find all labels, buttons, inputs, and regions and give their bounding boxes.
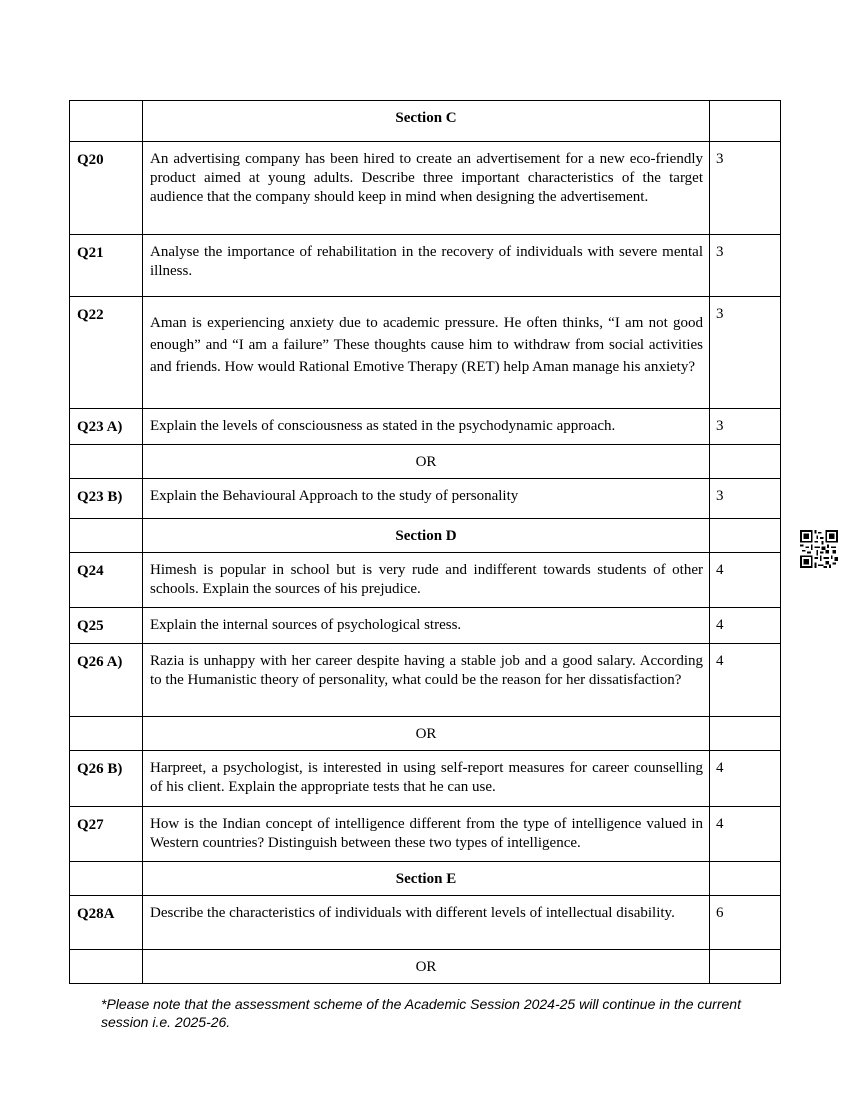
question-number-cell [70, 445, 143, 479]
question-row-q20 [70, 142, 781, 235]
question-number-cell [70, 101, 143, 142]
question-number: Q28A [70, 896, 143, 950]
question-number: Q20 [70, 142, 143, 235]
question-text: Explain the Behavioural Approach to the study of personality [143, 479, 710, 519]
section-row-d [70, 519, 781, 553]
section-title: Section E [143, 862, 710, 896]
question-marks: 3 [710, 479, 781, 519]
question-marks: 4 [710, 553, 781, 608]
question-text: Explain the levels of consciousness as stated in the psychodynamic approach. [143, 409, 710, 445]
question-marks: 4 [710, 608, 781, 644]
marks-cell [710, 950, 781, 984]
question-number: Q23 B) [70, 479, 143, 519]
question-marks: 3 [710, 409, 781, 445]
question-marks: 3 [710, 142, 781, 235]
question-text: How is the Indian concept of intelligence different from the type of intelligence valued in Western countries? Distinguish between these two types of intelligence. [143, 807, 710, 862]
question-row-q25 [70, 608, 781, 644]
question-number: Q21 [70, 235, 143, 297]
marks-cell [710, 519, 781, 553]
question-text: Aman is experiencing anxiety due to academic pressure. He often thinks, “I am not good enough” and “I am a failure” These thoughts cause him to withdraw from social activities and friends. How would Rational Emotive Therapy (RET) help Aman manage his anxiety? [143, 297, 710, 409]
or-row [70, 950, 781, 984]
question-marks: 4 [710, 751, 781, 807]
question-text: Himesh is popular in school but is very rude and indifferent towards students of other schools. Explain the sources of his prejudice. [143, 553, 710, 608]
or-row [70, 717, 781, 751]
question-text: Describe the characteristics of individuals with different levels of intellectual disability. [143, 896, 710, 950]
question-number-cell [70, 862, 143, 896]
marks-cell [710, 862, 781, 896]
question-marks: 3 [710, 297, 781, 409]
question-number-cell [70, 950, 143, 984]
question-number-cell [70, 519, 143, 553]
section-title: Section C [143, 101, 710, 142]
question-number: Q27 [70, 807, 143, 862]
question-number: Q26 A) [70, 644, 143, 717]
marks-cell [710, 717, 781, 751]
question-text: Razia is unhappy with her career despite having a stable job and a good salary. According to the Humanistic theory of personality, what could be the reason for her dissatisfaction? [143, 644, 710, 717]
or-label: OR [143, 445, 710, 479]
question-number: Q25 [70, 608, 143, 644]
question-row-q28a [70, 896, 781, 950]
question-row-q21 [70, 235, 781, 297]
marks-cell [710, 101, 781, 142]
question-marks: 4 [710, 644, 781, 717]
question-row-q24 [70, 553, 781, 608]
or-label: OR [143, 950, 710, 984]
question-marks: 6 [710, 896, 781, 950]
question-text: Analyse the importance of rehabilitation in the recovery of individuals with severe mental illness. [143, 235, 710, 297]
assessment-footnote: *Please note that the assessment scheme of the Academic Session 2024-25 will continue in the current session i.e. 2025-26. [101, 996, 741, 1030]
or-label: OR [143, 717, 710, 751]
question-text: Harpreet, a psychologist, is interested in using self-report measures for career counselling of his client. Explain the appropriate tests that he can use. [143, 751, 710, 807]
question-text: An advertising company has been hired to create an advertisement for a new eco-friendly product aimed at young adults. Describe three important characteristics of the target audience that the company should keep in mind when designing the advertisement. [143, 142, 710, 235]
question-marks: 3 [710, 235, 781, 297]
question-row-q23b [70, 479, 781, 519]
or-row [70, 445, 781, 479]
marks-cell [710, 445, 781, 479]
section-row-c [70, 101, 781, 142]
question-number: Q26 B) [70, 751, 143, 807]
question-number-cell [70, 717, 143, 751]
question-text: Explain the internal sources of psychological stress. [143, 608, 710, 644]
question-number: Q23 A) [70, 409, 143, 445]
question-number: Q22 [70, 297, 143, 409]
question-row-q23a [70, 409, 781, 445]
question-row-q27 [70, 807, 781, 862]
section-row-e [70, 862, 781, 896]
section-title: Section D [143, 519, 710, 553]
question-row-q26b [70, 751, 781, 807]
question-marks: 4 [710, 807, 781, 862]
question-row-q22 [70, 297, 781, 409]
question-number: Q24 [70, 553, 143, 608]
question-row-q26a [70, 644, 781, 717]
qr-code-icon [800, 530, 838, 568]
question-table [69, 100, 781, 984]
